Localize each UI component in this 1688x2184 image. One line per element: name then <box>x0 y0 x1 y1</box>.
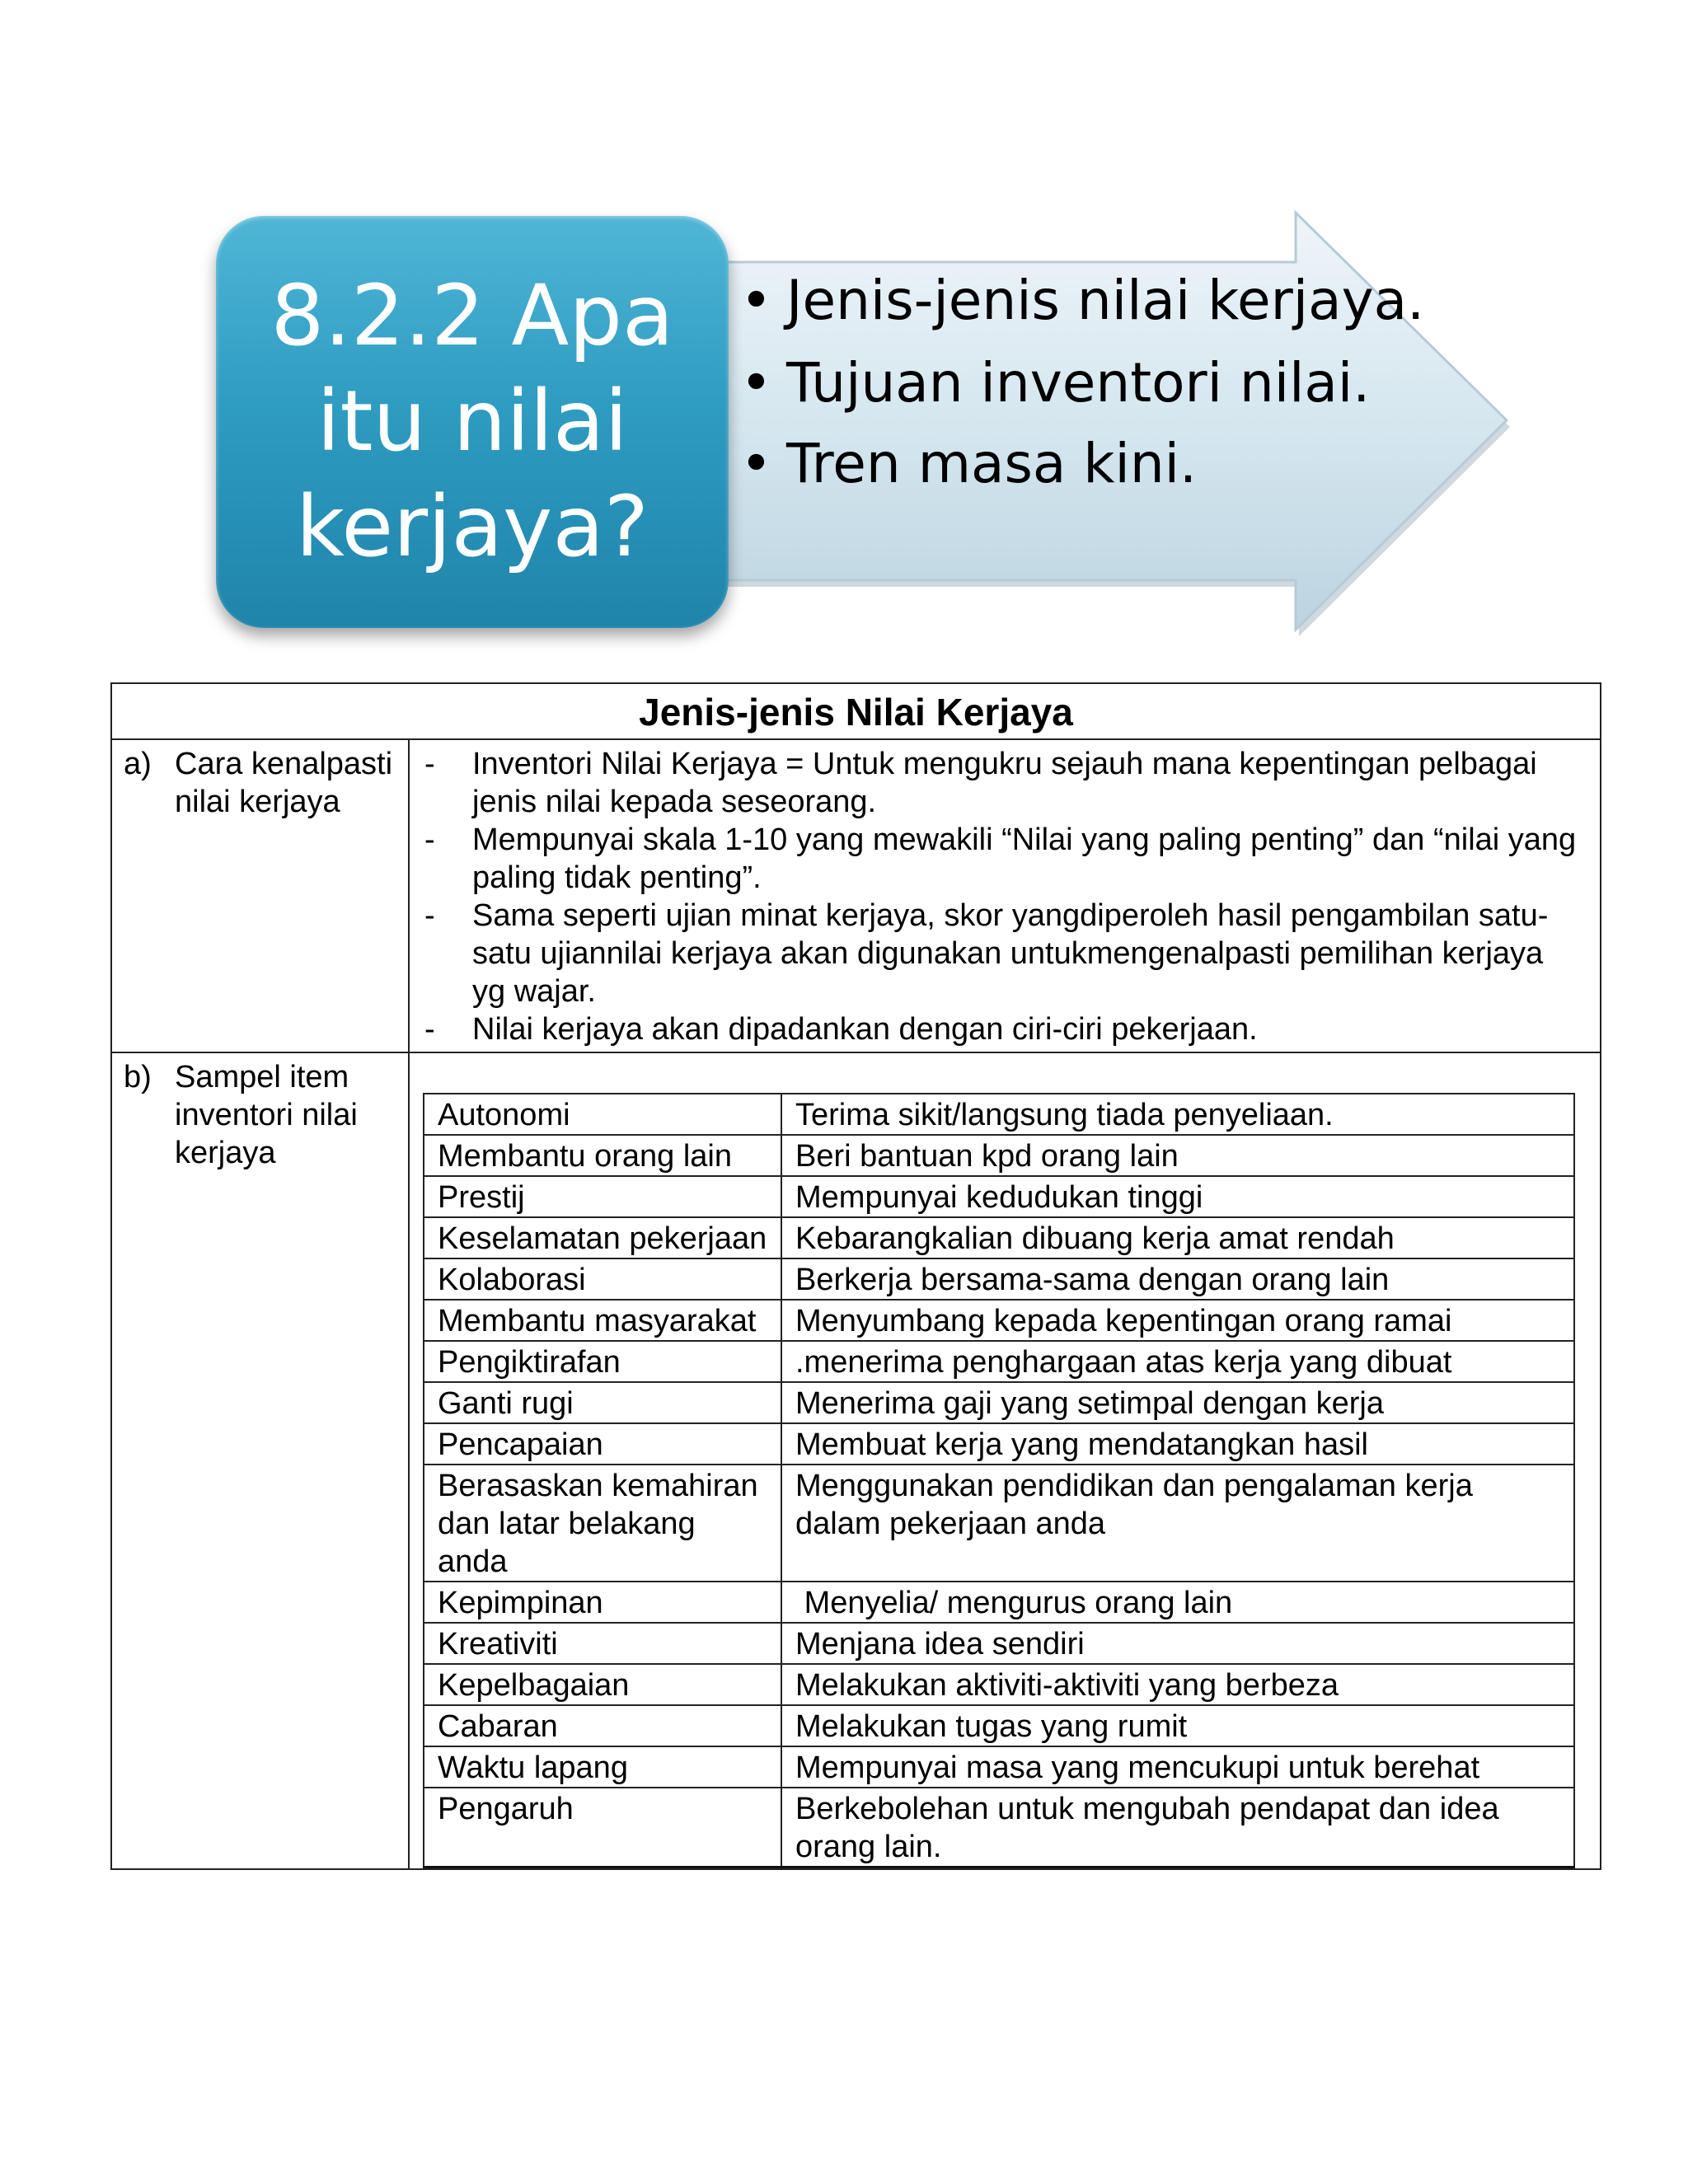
topic-box <box>216 216 729 628</box>
value-name: Kepelbagaian <box>424 1664 781 1705</box>
section-b-marker: b) <box>124 1060 152 1094</box>
section-b-label-cell <box>111 1052 409 1869</box>
table-row <box>424 1094 1574 1135</box>
value-description: Mempunyai kedudukan tinggi <box>781 1176 1574 1217</box>
value-name: Kreativiti <box>424 1623 781 1664</box>
value-name: Kepimpinan <box>424 1582 781 1623</box>
value-description: Membuat kerja yang mendatangkan hasil <box>781 1423 1574 1465</box>
value-name: Pencapaian <box>424 1423 781 1465</box>
value-name: Pengiktirafan <box>424 1341 781 1382</box>
dash-marker: - <box>424 898 435 933</box>
sample-items-table <box>423 1093 1575 1868</box>
table-row <box>424 1746 1574 1788</box>
table-row <box>424 1623 1574 1664</box>
value-description: .menerima penghargaan atas kerja yang dibuat <box>781 1341 1574 1382</box>
list-item <box>424 745 1583 821</box>
value-description: Menerima gaji yang setimpal dengan kerja <box>781 1382 1574 1423</box>
value-description: Melakukan tugas yang rumit <box>781 1705 1574 1746</box>
table-row <box>424 1176 1574 1217</box>
value-name: Prestij <box>424 1176 781 1217</box>
table-row <box>424 1582 1574 1623</box>
point-text: Mempunyai skala 1-10 yang mewakili “Nilai yang paling penting” dan “nilai yang paling tidak penting”. <box>472 823 1577 895</box>
topic-title: 8.2.2 Apa itu nilai kerjaya? <box>270 267 674 576</box>
section-a-row <box>111 739 1601 1052</box>
value-description: Menggunakan pendidikan dan pengalaman kerja dalam pekerjaan anda <box>781 1465 1574 1582</box>
value-description: Terima sikit/langsung tiada penyeliaan. <box>781 1094 1574 1135</box>
value-name: Cabaran <box>424 1705 781 1746</box>
table-row <box>424 1382 1574 1423</box>
dash-marker: - <box>424 1012 435 1047</box>
section-a-points <box>410 740 1600 1052</box>
value-description: Berkerja bersama-sama dengan orang lain <box>781 1258 1574 1300</box>
value-description: Melakukan aktiviti-aktiviti yang berbeza <box>781 1664 1574 1705</box>
value-description: Menyelia/ mengurus orang lain <box>781 1582 1574 1623</box>
value-description: Menjana idea sendiri <box>781 1623 1574 1664</box>
value-name: Autonomi <box>424 1094 781 1135</box>
table-title: Jenis-jenis Nilai Kerjaya <box>111 683 1601 739</box>
section-b-content <box>409 1052 1601 1869</box>
table-row <box>424 1664 1574 1705</box>
section-a-label-cell <box>111 739 409 1052</box>
list-item <box>424 821 1583 897</box>
section-a-label: Cara kenalpasti nilai kerjaya <box>175 747 393 819</box>
point-text: Inventori Nilai Kerjaya = Untuk mengukru sejauh mana kepentingan pelbagai jenis nilai kepada seseorang. <box>472 747 1537 819</box>
table-row <box>424 1705 1574 1746</box>
value-description: Beri bantuan kpd orang lain <box>781 1135 1574 1176</box>
table-row <box>424 1258 1574 1300</box>
table-row <box>424 1423 1574 1465</box>
table-row <box>424 1217 1574 1258</box>
dash-marker: - <box>424 823 435 857</box>
career-values-table <box>110 682 1601 1870</box>
value-description: Berkebolehan untuk mengubah pendapat dan idea orang lain. <box>781 1788 1574 1868</box>
section-b-label: Sampel item inventori nilai kerjaya <box>175 1060 358 1170</box>
topic-bullet: • Jenis-jenis nilai kerjaya. <box>740 265 1482 336</box>
value-description: Kebarangkalian dibuang kerja amat rendah <box>781 1217 1574 1258</box>
section-a-marker: a) <box>124 747 152 781</box>
table-row <box>424 1300 1574 1341</box>
table-row <box>424 1135 1574 1176</box>
table-row <box>424 1465 1574 1582</box>
table-row <box>424 1788 1574 1868</box>
table-row <box>424 1341 1574 1382</box>
value-name: Keselamatan pekerjaan <box>424 1217 781 1258</box>
point-text: Nilai kerjaya akan dipadankan dengan ciri-ciri pekerjaan. <box>472 1012 1258 1047</box>
value-name: Membantu orang lain <box>424 1135 781 1176</box>
value-name: Berasaskan kemahiran dan latar belakang anda <box>424 1465 781 1582</box>
value-name: Membantu masyarakat <box>424 1300 781 1341</box>
topic-bullet-list <box>740 265 1482 509</box>
value-name: Kolaborasi <box>424 1258 781 1300</box>
value-description: Menyumbang kepada kepentingan orang ramai <box>781 1300 1574 1341</box>
value-name: Waktu lapang <box>424 1746 781 1788</box>
section-a-content <box>409 739 1601 1052</box>
value-name: Pengaruh <box>424 1788 781 1868</box>
topic-bullet: • Tujuan inventori nilai. <box>740 348 1482 419</box>
list-item <box>424 897 1583 1010</box>
value-description: Mempunyai masa yang mencukupi untuk berehat <box>781 1746 1574 1788</box>
section-b-row <box>111 1052 1601 1869</box>
topic-bullet: • Tren masa kini. <box>740 429 1482 499</box>
point-text: Sama seperti ujian minat kerjaya, skor yangdiperoleh hasil pengambilan satu-satu ujiannilai kerjaya akan digunakan untukmengenalpasti pemilihan kerjaya yg wajar. <box>472 898 1549 1009</box>
value-name: Ganti rugi <box>424 1382 781 1423</box>
list-item <box>424 1010 1583 1048</box>
dash-marker: - <box>424 747 435 781</box>
